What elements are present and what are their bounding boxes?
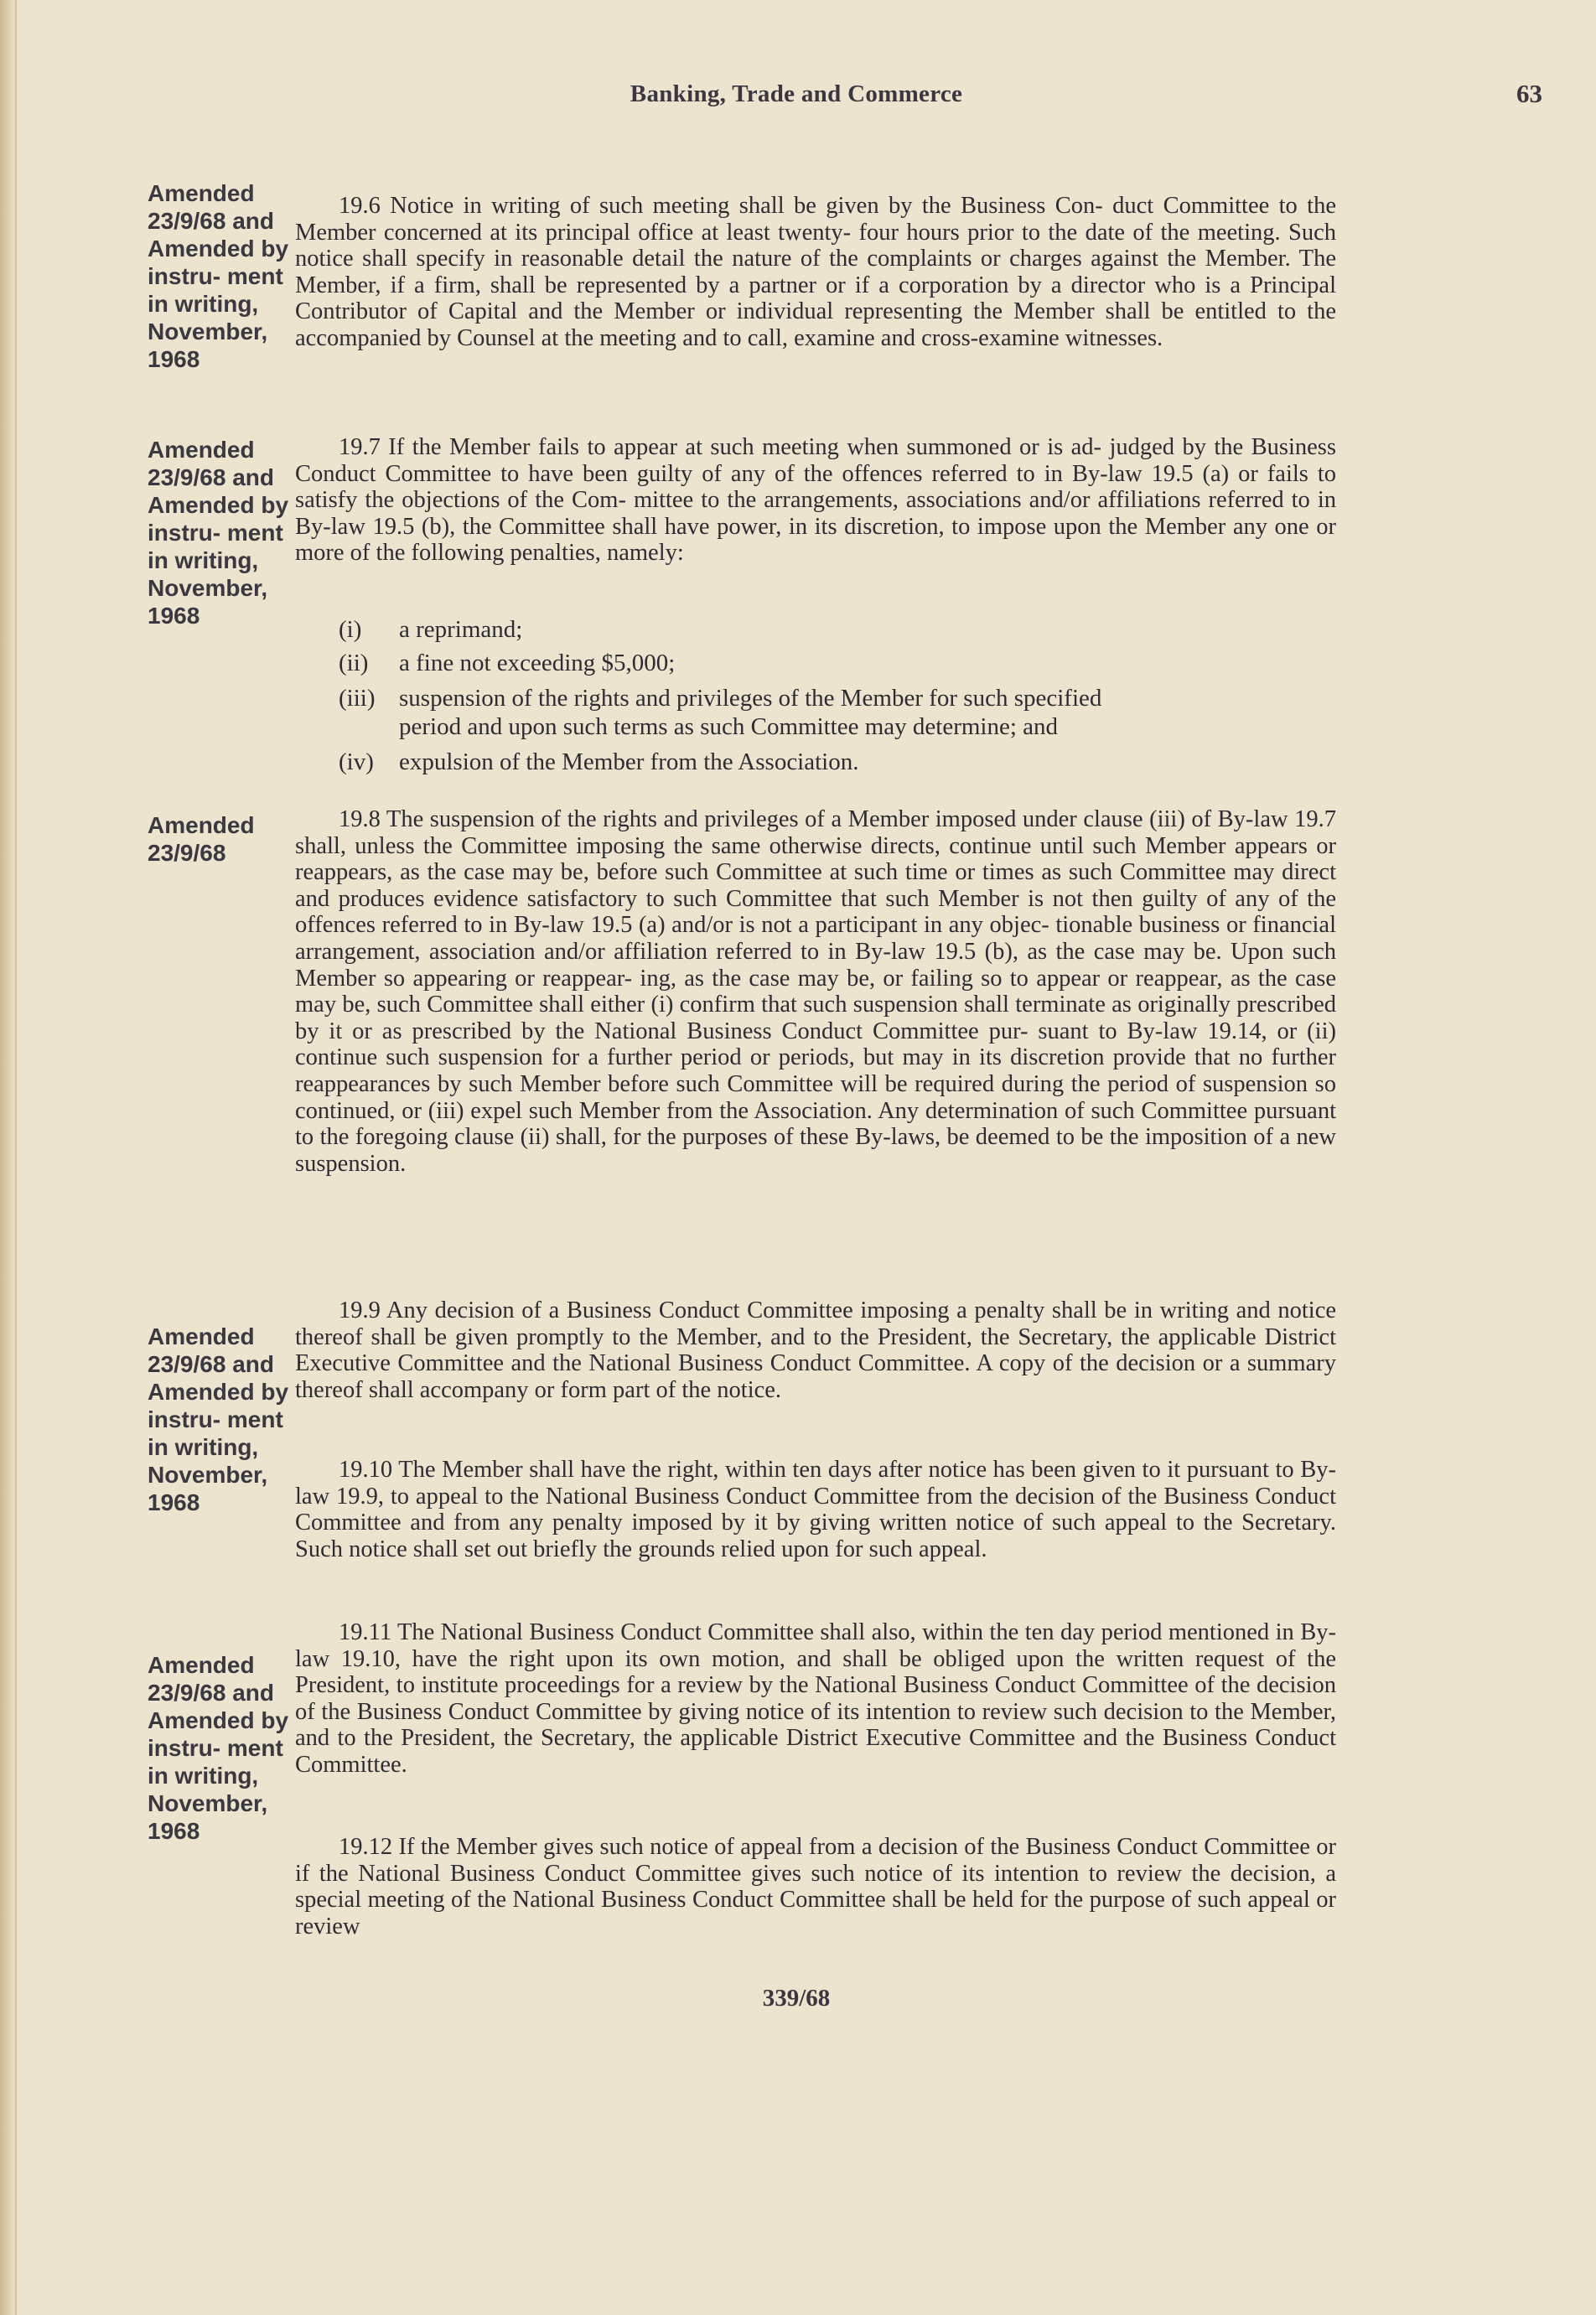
margin-note-19-9-19-10: Amended 23/9/68 and Amended by instru- ment in writing, November, 1968: [148, 1323, 289, 1515]
paragraph-19-10: [295, 1457, 1336, 1562]
footer-code: 339/68: [762, 1985, 831, 2012]
margin-note-19-7: Amended 23/9/68 and Amended by instru- ment in writing, November, 1968: [148, 437, 289, 629]
penalty-text-continued: period and upon such terms as such Committee may determine; and: [399, 713, 1059, 740]
paragraph-19-11: [295, 1619, 1336, 1779]
penalty-item: [339, 615, 1336, 644]
margin-note-19-8: Amended 23/9/68: [148, 812, 255, 866]
page-number: 63: [1516, 79, 1542, 108]
page-binding-line: [15, 0, 17, 2315]
penalty-item: [339, 684, 1336, 741]
penalty-number: (iii): [339, 685, 376, 712]
running-header-title: Banking, Trade and Commerce: [630, 80, 963, 107]
paragraph-19-12: [295, 1834, 1336, 1940]
penalty-number: (iv): [339, 748, 374, 775]
penalty-text: expulsion of the Member from the Association.: [399, 748, 859, 775]
paragraph-19-8: [295, 806, 1336, 1177]
paragraph-19-9: [295, 1297, 1336, 1403]
penalty-item: [339, 649, 1336, 677]
paragraph-19-11-text: 19.11 The National Business Conduct Committee shall also, within the ten day period mentioned in By-law 19.10, have the right upon its own motion, and shall be obliged upon the written request of the President, to institute proceedings for a review by the National Business Conduct Committee of the decision of the Business Conduct Committee by giving notice of its intention to review such decision to the Member, and to the President, the Secretary, the applicable District Executive Committee and the Business Conduct Committee.: [295, 1619, 1336, 1778]
paragraph-19-6-text: 19.6 Notice in writing of such meeting shall be given by the Business Con- duct Committee to the Member concerned at its principal office at least twenty- four hours prior to the date of the meeting. Such notice shall specify in reasonable detail the nature of the complaints or charges against the Member. The Member, if a firm, shall be represented by a partner or if a corporation by a director who is a Principal Contributor of Capital and the Member or individual representing the Member shall be entitled to the accompanied by Counsel at the meeting and to call, examine and cross-examine witnesses.: [295, 193, 1336, 351]
paragraph-19-10-text: 19.10 The Member shall have the right, within ten days after notice has been given to it pursuant to By-law 19.9, to appeal to the National Business Conduct Committee from the decision of the Business Conduct Committee and from any penalty imposed by it by giving written notice of such appeal to the Secretary. Such notice shall set out briefly the grounds relied upon for such appeal.: [295, 1457, 1336, 1562]
penalty-text: a reprimand;: [399, 616, 523, 643]
penalty-number: (ii): [339, 650, 369, 676]
penalty-number: (i): [339, 616, 362, 643]
paragraph-19-12-text: 19.12 If the Member gives such notice of appeal from a decision of the Business Conduct Committee or if the National Business Conduct Committee gives such notice of its intention to review the decision, a special meeting of the National Business Conduct Committee shall be held for the purpose of such appeal or review: [295, 1834, 1336, 1940]
penalty-text: suspension of the rights and privileges of the Member for such specified: [399, 685, 1102, 712]
paragraph-19-7-text: 19.7 If the Member fails to appear at such meeting when summoned or is ad- judged by the Business Conduct Committee to have been guilty of any of the offences referred to in By-law 19.5 (a) or fails to satisfy the objections of the Com- mittee to the arrangements, associations and/or affiliations referred to in By-law 19.5 (b), the Committee shall have power, in its discretion, to impose upon the Member any one or more of the following penalties, namely:: [295, 434, 1336, 567]
margin-note-19-6: Amended 23/9/68 and Amended by instru- ment in writing, November, 1968: [148, 180, 289, 372]
paragraph-19-6: [295, 193, 1336, 352]
paragraph-19-9-text: 19.9 Any decision of a Business Conduct Committee imposing a penalty shall be in writing and notice thereof shall be given promptly to the Member, and to the President, the Secretary, the applicable District Executive Committee and the National Business Conduct Committee. A copy of the decision or a summary thereof shall accompany or form part of the notice.: [295, 1297, 1336, 1403]
margin-note-19-11-19-12: Amended 23/9/68 and Amended by instru- ment in writing, November, 1968: [148, 1652, 289, 1844]
penalty-text: a fine not exceeding $5,000;: [399, 650, 676, 676]
penalty-item: [339, 748, 1336, 776]
paragraph-19-7: [295, 434, 1336, 567]
paragraph-19-8-text: 19.8 The suspension of the rights and privileges of a Member imposed under clause (iii) of By-law 19.7 shall, unless the Committee imposing the same otherwise directs, continue until such Member appears or reappears, as the case may be, before such Committee at such time or times as such Committee may direct and produces evidence satisfactory to such Committee that such Member is not then guilty of any of the offences referred to in By-law 19.5 (a) and/or is not a participant in any objec- tionable business or financial arrangement, association and/or affiliation referred to in By-law 19.5 (b), as the case may be. Upon such Member so appearing or reappear- ing, as the case may be, or failing so to appear or reappear, as the case may be, such Committee shall either (i) confirm that such suspension shall terminate as originally prescribed by it or as prescribed by the National Business Conduct Committee pur- suant to By-law 19.14, or (ii) continue such suspension for a further period or periods, but may in its discretion provide that no further reappearances by such Member before such Committee will be required during the period of suspension so continued, or (iii) expel such Member from the Association. Any determination of such Committee pursuant to the foregoing clause (ii) shall, for the purposes of these By-laws, be deemed to be the imposition of a new suspension.: [295, 806, 1336, 1177]
